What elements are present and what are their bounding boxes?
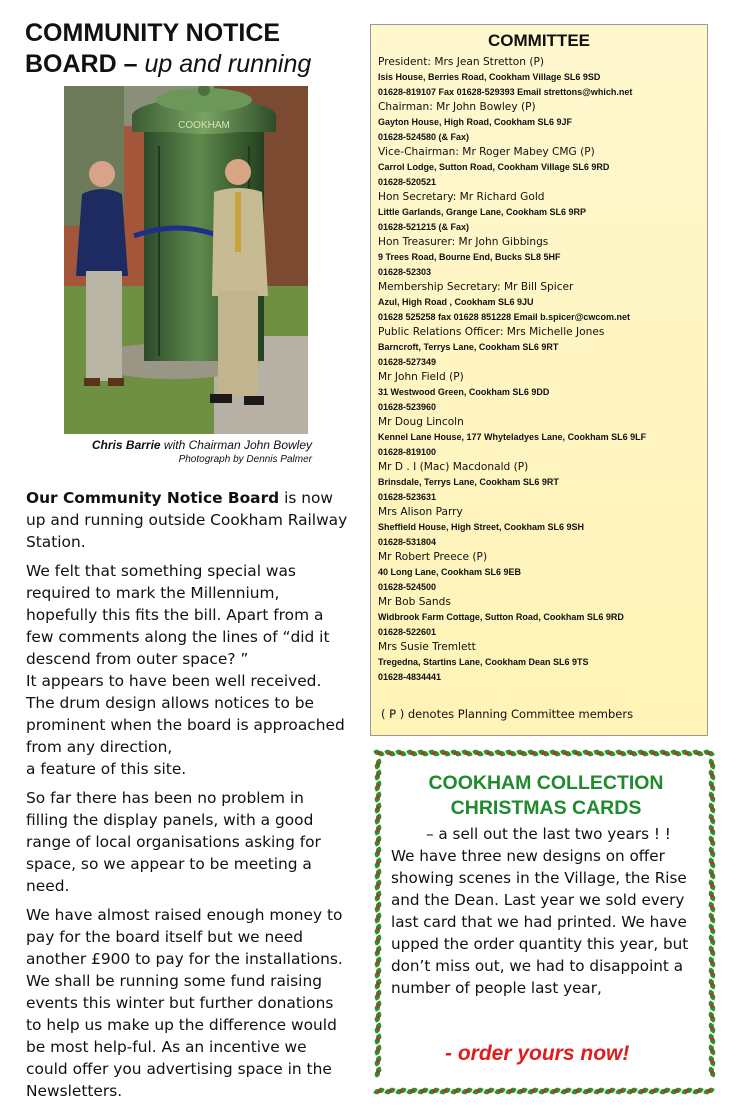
member-name: Mr Doug Lincoln <box>378 416 464 428</box>
holly-leaf-icon <box>691 1086 704 1095</box>
holly-leaf-icon <box>373 900 382 913</box>
member-name: Hon Secretary: Mr Richard Gold <box>378 191 545 203</box>
member-phone: 01628-52303 <box>378 267 432 277</box>
committee-member <box>378 640 701 685</box>
holly-leaf-icon <box>707 812 716 825</box>
holly-leaf-icon <box>460 748 473 757</box>
holly-leaf-icon <box>647 1086 660 1095</box>
member-name: Mr Bob Sands <box>378 596 451 608</box>
committee-member <box>378 145 701 190</box>
holly-leaf-icon <box>707 1043 716 1056</box>
holly-leaf-icon <box>603 748 616 757</box>
holly-leaf-icon <box>707 834 716 847</box>
holly-leaf-icon <box>373 856 382 869</box>
holly-leaf-icon <box>691 748 704 757</box>
committee-box <box>370 24 708 736</box>
holly-leaf-icon <box>658 1086 671 1095</box>
member-address: Carrol Lodge, Sutton Road, Cookham Village SL6 9RD <box>378 162 610 172</box>
holly-leaf-icon <box>372 748 385 757</box>
photo-credit: Photograph by Dennis Palmer <box>178 454 312 465</box>
holly-leaf-icon <box>493 748 506 757</box>
holly-leaf-icon <box>482 748 495 757</box>
holly-leaf-icon <box>548 1086 561 1095</box>
holly-leaf-icon <box>603 1086 616 1095</box>
holly-leaf-icon <box>559 1086 572 1095</box>
holly-leaf-icon <box>702 748 715 757</box>
holly-leaf-icon <box>707 1032 716 1045</box>
holly-leaf-icon <box>460 1086 473 1095</box>
holly-leaf-icon <box>636 1086 649 1095</box>
article-paragraph-4: We have almost raised enough money to pay for the board itself but we need another £900 to pay for the installations. We shall be running some fund raising events this winter but further donations to help us make up the difference would be most help-ful. As an incentive we could offer you advertising space in the Newsletters. <box>26 906 343 1100</box>
committee-member <box>378 370 701 415</box>
holly-leaf-icon <box>592 1086 605 1095</box>
holly-leaf-icon <box>537 1086 550 1095</box>
holly-leaf-icon <box>373 823 382 836</box>
member-name: Mr Robert Preece (P) <box>378 551 488 563</box>
holly-leaf-icon <box>373 779 382 792</box>
holly-leaf-icon <box>373 845 382 858</box>
holly-leaf-icon <box>372 1086 385 1095</box>
holly-leaf-icon <box>707 900 716 913</box>
holly-leaf-icon <box>416 1086 429 1095</box>
holly-leaf-icon <box>625 1086 638 1095</box>
member-name: President: Mrs Jean Stretton (P) <box>378 56 544 68</box>
holly-leaf-icon <box>427 1086 440 1095</box>
holly-leaf-icon <box>707 856 716 869</box>
holly-leaf-icon <box>515 748 528 757</box>
holly-leaf-icon <box>707 911 716 924</box>
article-paragraph-2: We felt that something special was required to mark the Millennium, hopefully this fits the bill. Apart from a few comments along the lines of “did it descend from outer space? ” It appears to have been well received. The drum design allows notices to be prominent when the board is approached from any direction, a feature of this site. <box>26 562 345 778</box>
holly-leaf-icon <box>373 933 382 946</box>
holly-leaf-icon <box>707 867 716 880</box>
committee-member <box>378 55 701 100</box>
holly-leaf-icon <box>373 1021 382 1034</box>
committee-member <box>378 595 701 640</box>
holly-leaf-icon <box>373 1032 382 1045</box>
holly-leaf-icon <box>504 1086 517 1095</box>
holly-leaf-icon <box>647 748 660 757</box>
member-phone: 01628-819107 Fax 01628-529393 Email strettons@which.net <box>378 87 633 97</box>
holly-leaf-icon <box>373 867 382 880</box>
committee-member <box>378 190 701 235</box>
holly-leaf-icon <box>373 790 382 803</box>
holly-leaf-icon <box>548 748 561 757</box>
committee-heading: COMMITTEE <box>488 31 590 50</box>
holly-leaf-icon <box>438 748 451 757</box>
holly-leaf-icon <box>680 748 693 757</box>
holly-leaf-icon <box>427 748 440 757</box>
holly-leaf-icon <box>669 748 682 757</box>
holly-leaf-icon <box>702 1086 715 1095</box>
holly-leaf-icon <box>373 977 382 990</box>
committee-member <box>378 505 701 550</box>
holly-leaf-icon <box>707 801 716 814</box>
member-address: Kennel Lane House, 177 Whyteladyes Lane, Cookham SL6 9LF <box>378 432 647 442</box>
holly-leaf-icon <box>373 1043 382 1056</box>
holly-leaf-icon <box>707 768 716 781</box>
holly-leaf-icon <box>373 1054 382 1067</box>
member-phone: 01628-4834441 <box>378 672 442 682</box>
notice-board-photo <box>64 86 308 434</box>
holly-leaf-icon <box>373 757 382 770</box>
member-name: Public Relations Officer: Mrs Michelle Jones <box>378 326 605 338</box>
member-address: Brinsdale, Terrys Lane, Cookham SL6 9RT <box>378 477 559 487</box>
member-phone: 01628-521215 (& Fax) <box>378 222 470 232</box>
committee-member <box>378 325 701 370</box>
holly-leaf-icon <box>707 1054 716 1067</box>
article-lead <box>26 487 348 553</box>
article-paragraph-3: So far there has been no problem in filling the display panels, with a good range of local organisations asking for space, so we appear to be meeting a need. <box>26 789 321 895</box>
holly-leaf-icon <box>373 999 382 1012</box>
caption-name: Chris Barrie <box>91 438 161 452</box>
holly-leaf-icon <box>383 1086 396 1095</box>
christmas-cards-box <box>371 746 719 1098</box>
article-lead-rest: is now up and running outside Cookham Railway Station. <box>26 489 348 551</box>
holly-leaf-icon <box>394 748 407 757</box>
title-sub: up and running <box>144 50 312 78</box>
holly-leaf-icon <box>707 878 716 891</box>
holly-leaf-icon <box>707 757 716 770</box>
holly-leaf-icon <box>373 911 382 924</box>
holly-leaf-icon <box>373 801 382 814</box>
member-address: Widbrook Farm Cottage, Sutton Road, Cookham SL6 9RD <box>378 612 624 622</box>
holly-leaf-icon <box>707 1010 716 1023</box>
holly-leaf-icon <box>373 1065 382 1078</box>
committee-members <box>371 55 707 685</box>
member-address: 40 Long Lane, Cookham SL6 9EB <box>378 567 522 577</box>
holly-leaf-icon <box>515 1086 528 1095</box>
holly-leaf-icon <box>449 748 462 757</box>
holly-leaf-icon <box>504 748 517 757</box>
member-address: Barncroft, Terrys Lane, Cookham SL6 9RT <box>378 342 559 352</box>
holly-leaf-icon <box>570 1086 583 1095</box>
holly-leaf-icon <box>493 1086 506 1095</box>
holly-leaf-icon <box>707 933 716 946</box>
caption-rest: with Chairman John Bowley <box>160 438 312 452</box>
holly-leaf-icon <box>471 1086 484 1095</box>
member-phone: 01628-520521 <box>378 177 437 187</box>
holly-leaf-icon <box>658 748 671 757</box>
member-address: Azul, High Road , Cookham SL6 9JU <box>378 297 534 307</box>
bin-lettering: COOKHAM <box>178 120 230 131</box>
member-phone: 01628-524500 <box>378 582 437 592</box>
xmas-heading-2: CHRISTMAS CARDS <box>450 797 642 819</box>
member-phone: 01628-523960 <box>378 402 437 412</box>
member-address: Gayton House, High Road, Cookham SL6 9JF <box>378 117 573 127</box>
holly-leaf-icon <box>614 748 627 757</box>
member-phone: 01628-522601 <box>378 627 437 637</box>
holly-leaf-icon <box>373 812 382 825</box>
holly-leaf-icon <box>707 845 716 858</box>
holly-leaf-icon <box>581 748 594 757</box>
holly-leaf-icon <box>636 748 649 757</box>
holly-leaf-icon <box>373 1010 382 1023</box>
committee-member <box>378 550 701 595</box>
page-title <box>25 18 355 80</box>
member-address: 9 Trees Road, Bourne End, Bucks SL8 5HF <box>378 252 561 262</box>
holly-leaf-icon <box>416 748 429 757</box>
committee-member <box>378 415 701 460</box>
holly-leaf-icon <box>707 922 716 935</box>
holly-leaf-icon <box>373 922 382 935</box>
holly-leaf-icon <box>526 1086 539 1095</box>
holly-leaf-icon <box>373 768 382 781</box>
member-name: Membership Secretary: Mr Bill Spicer <box>378 281 574 293</box>
holly-leaf-icon <box>482 1086 495 1095</box>
holly-leaf-icon <box>669 1086 682 1095</box>
committee-member <box>378 100 701 145</box>
holly-leaf-icon <box>394 1086 407 1095</box>
holly-leaf-icon <box>373 988 382 1001</box>
holly-leaf-icon <box>373 966 382 979</box>
member-address: Little Garlands, Grange Lane, Cookham SL6 9RP <box>378 207 587 217</box>
committee-note: ( P ) denotes Planning Committee members <box>381 707 634 721</box>
member-phone: 01628-527349 <box>378 357 437 367</box>
holly-leaf-icon <box>438 1086 451 1095</box>
article-lead-bold: Our Community Notice Board <box>26 489 280 507</box>
member-name: Vice-Chairman: Mr Roger Mabey CMG (P) <box>378 146 595 158</box>
holly-leaf-icon <box>570 748 583 757</box>
member-phone: 01628-524580 (& Fax) <box>378 132 470 142</box>
holly-leaf-icon <box>526 748 539 757</box>
holly-leaf-icon <box>707 955 716 968</box>
holly-leaf-icon <box>707 988 716 1001</box>
photo-caption <box>60 438 312 452</box>
christmas-cards-content <box>391 771 701 999</box>
holly-leaf-icon <box>471 748 484 757</box>
member-name: Chairman: Mr John Bowley (P) <box>378 101 536 113</box>
holly-leaf-icon <box>373 878 382 891</box>
holly-leaf-icon <box>707 790 716 803</box>
holly-leaf-icon <box>707 944 716 957</box>
holly-leaf-icon <box>373 944 382 957</box>
article <box>26 487 348 1109</box>
holly-leaf-icon <box>405 1086 418 1095</box>
member-name: Hon Treasurer: Mr John Gibbings <box>378 236 549 248</box>
title-main: COMMUNITY NOTICE BOARD <box>25 19 281 78</box>
holly-leaf-icon <box>373 889 382 902</box>
holly-leaf-icon <box>405 748 418 757</box>
holly-leaf-icon <box>559 748 572 757</box>
holly-leaf-icon <box>614 1086 627 1095</box>
title-dash: – <box>116 50 145 78</box>
committee-member <box>378 280 701 325</box>
order-now-callout: - order yours now! <box>445 1042 630 1065</box>
holly-leaf-icon <box>449 1086 462 1095</box>
holly-leaf-icon <box>373 955 382 968</box>
member-name: Mrs Alison Parry <box>378 506 463 518</box>
member-phone: 01628-523631 <box>378 492 437 502</box>
holly-leaf-icon <box>707 1065 716 1078</box>
holly-leaf-icon <box>707 889 716 902</box>
committee-member <box>378 460 701 505</box>
photo-illustration <box>64 86 308 434</box>
member-phone: 01628-531804 <box>378 537 437 547</box>
holly-leaf-icon <box>707 999 716 1012</box>
member-phone: 01628-819100 <box>378 447 437 457</box>
xmas-body <box>391 823 701 999</box>
member-address: Isis House, Berries Road, Cookham Village SL6 9SD <box>378 72 601 82</box>
holly-leaf-icon <box>373 834 382 847</box>
member-address: 31 Westwood Green, Cookham SL6 9DD <box>378 387 550 397</box>
xmas-line-1: – a sell out the last two years ! ! <box>426 825 671 843</box>
holly-leaf-icon <box>625 748 638 757</box>
holly-leaf-icon <box>680 1086 693 1095</box>
xmas-heading-1: COOKHAM COLLECTION <box>428 772 664 794</box>
holly-leaf-icon <box>707 1021 716 1034</box>
member-name: Mr John Field (P) <box>378 371 464 383</box>
member-address: Tregedna, Startins Lane, Cookham Dean SL6 9TS <box>378 657 589 667</box>
committee-member <box>378 235 701 280</box>
holly-leaf-icon <box>581 1086 594 1095</box>
xmas-body-text: We have three new designs on offer showing scenes in the Village, the Rise and the Dean. Last year we sold every last card that we had printed. We have upped the order quantity this year, but don’t miss out, we had to disappoint a number of people last year, <box>391 847 689 997</box>
holly-leaf-icon <box>707 823 716 836</box>
member-address: Sheffield House, High Street, Cookham SL6 9SH <box>378 522 585 532</box>
member-phone: 01628 525258 fax 01628 851228 Email b.spicer@cwcom.net <box>378 312 630 322</box>
holly-leaf-icon <box>707 779 716 792</box>
holly-leaf-icon <box>537 748 550 757</box>
member-name: Mr D . I (Mac) Macdonald (P) <box>378 461 529 473</box>
holly-leaf-icon <box>592 748 605 757</box>
holly-leaf-icon <box>707 966 716 979</box>
holly-leaf-icon <box>383 748 396 757</box>
member-name: Mrs Susie Tremlett <box>378 641 476 653</box>
holly-leaf-icon <box>707 977 716 990</box>
